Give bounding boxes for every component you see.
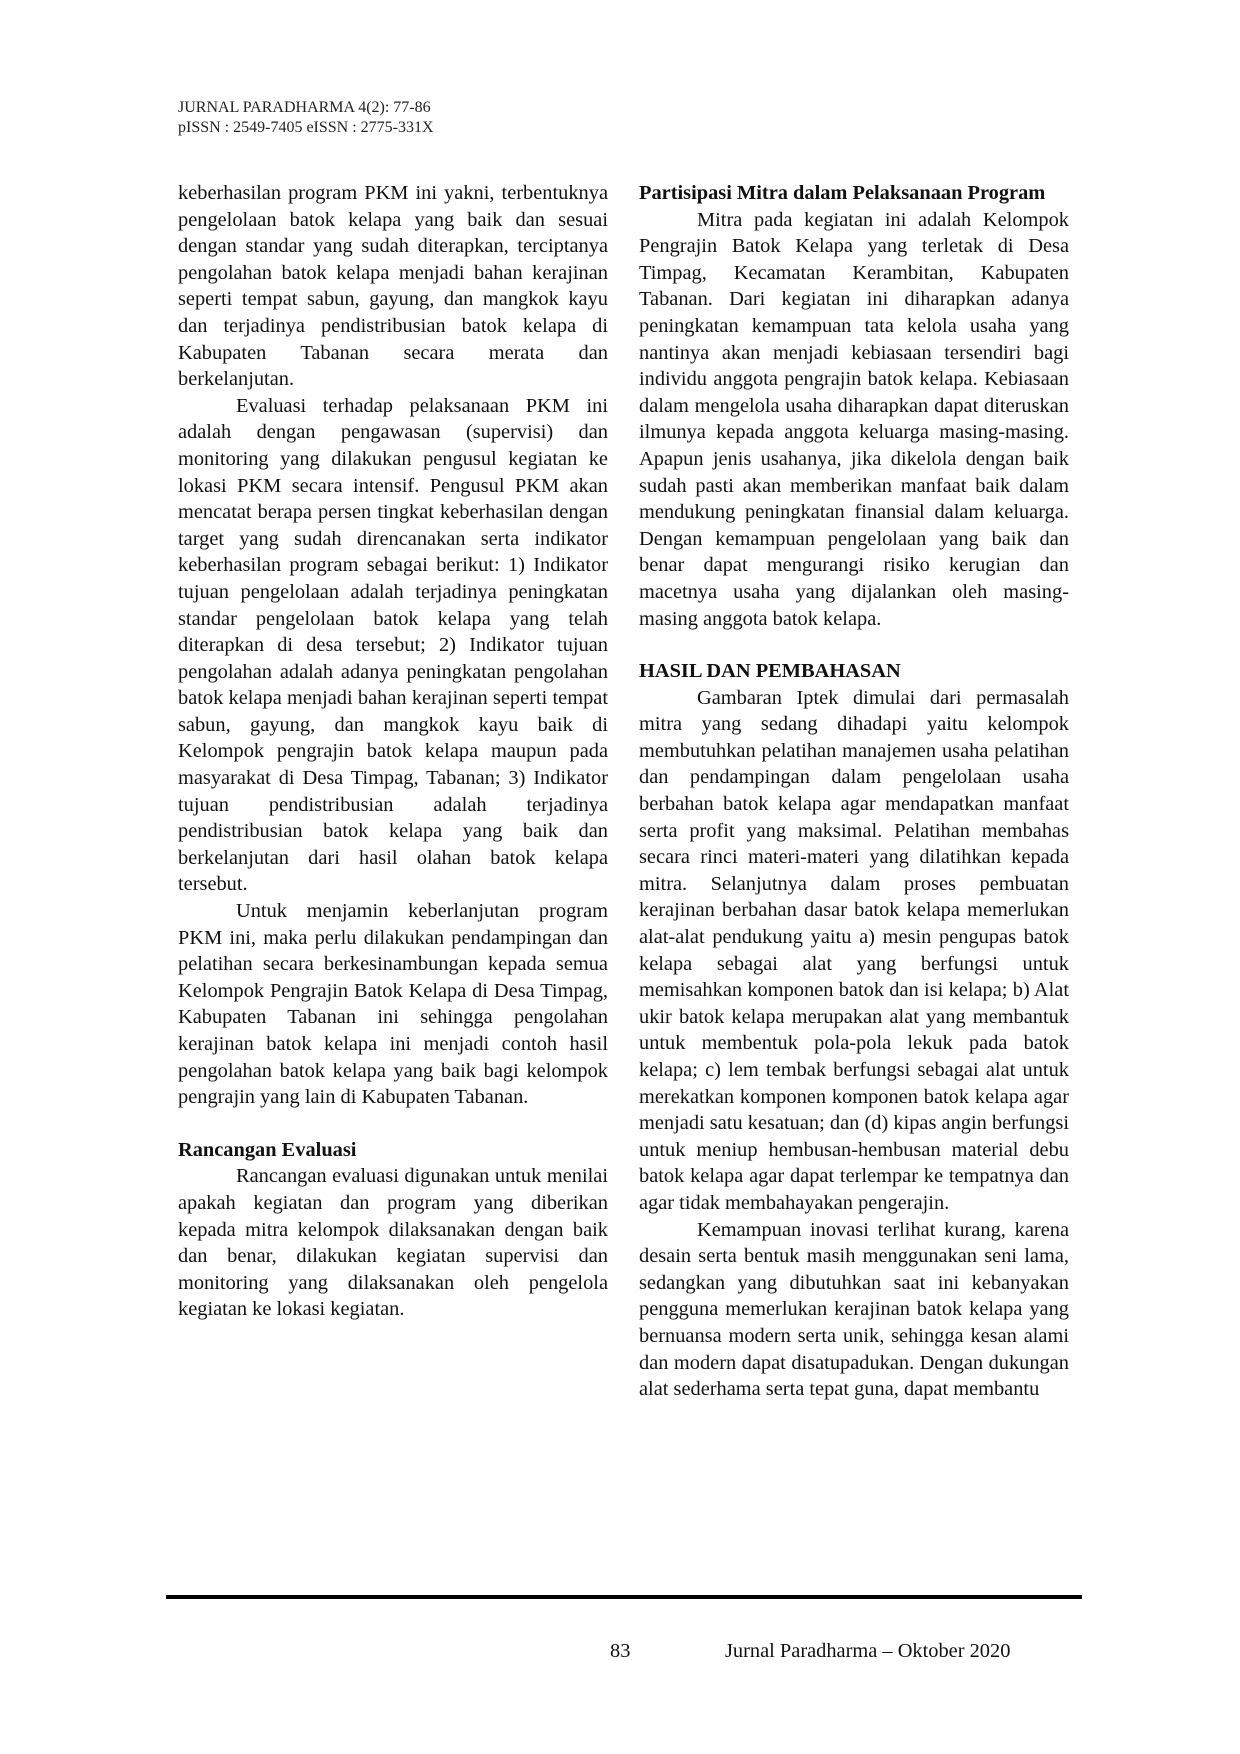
- section-heading-hasil-pembahasan: HASIL DAN PEMBAHASAN: [639, 660, 901, 683]
- page-number: 83: [610, 1640, 631, 1662]
- paragraph-mitra: Mitra pada kegiatan ini adalah Kelompok Pengrajin Batok Kelapa yang terletak di Desa Timpag, Kecamatan Kerambitan, Kabupaten Tabanan. Dari kegiatan ini diharapkan adanya peningkatan kemampuan tata kelola usaha yang nantinya akan menjadi kebiasaan tersendiri bagi individu anggota pengrajin batok kelapa. Kebiasaan dalam mengelola usaha diharapkan dapat diteruskan ilmunya kepada anggota keluarga masing-masing. Apapun jenis usahanya, jika dikelola dengan baik sudah pasti akan memberikan manfaat baik dalam mendukung peningkatan finansial dalam keluarga. Dengan kemampuan pengelolaan yang baik dan benar dapat mengurangi risiko kerugian dan macetnya usaha yang dijalankan oleh masing-masing anggota batok kelapa.: [639, 208, 1069, 630]
- journal-footer: Jurnal Paradharma – Oktober 2020: [725, 1640, 1011, 1662]
- left-column: [178, 180, 608, 1323]
- paragraph-rancangan: Rancangan evaluasi digunakan untuk menilai apakah kegiatan dan program yang diberikan kepada mitra kelompok dilaksanakan dengan baik dan benar, dilakukan kegiatan supervisi dan monitoring yang dilaksanakan oleh pengelola kegiatan ke lokasi kegiatan.: [178, 1165, 608, 1321]
- section-heading-rancangan-evaluasi: Rancangan Evaluasi: [178, 1138, 357, 1161]
- right-column: [639, 180, 1069, 1403]
- issn-line: pISSN : 2549-7405 eISSN : 2775-331X: [178, 119, 434, 136]
- paragraph-evaluasi: Evaluasi terhadap pelaksanaan PKM ini adalah dengan pengawasan (supervisi) dan monitoring yang dilakukan pengusul kegiatan ke lokasi PKM secara intensif. Pengusul PKM akan mencatat berapa persen tingkat keberhasilan dengan target yang sudah direncanakan serta indikator keberhasilan program sebagai berikut: 1) Indikator tujuan pengelolaan adalah terjadinya peningkatan standar pengelolaan batok kelapa yang telah diterapkan di desa tersebut; 2) Indikator tujuan pengolahan adalah adanya peningkatan pengolahan batok kelapa menjadi bahan kerajinan seperti tempat sabun, gayung, dan mangkok kayu baik di Kelompok pengrajin batok kelapa maupun pada masyarakat di Desa Timpag, Tabanan; 3) Indikator tujuan pendistribusian adalah terjadinya pendistribusian batok kelapa yang baik dan berkelanjutan dari hasil olahan batok kelapa tersebut.: [178, 394, 608, 896]
- paragraph-keberlanjutan: Untuk menjamin keberlanjutan program PKM ini, maka perlu dilakukan pendampingan dan pelatihan secara berkesinambungan kepada semua Kelompok Pengrajin Batok Kelapa di Desa Timpag, Kabupaten Tabanan ini sehingga pengolahan kerajinan batok kelapa ini menjadi contoh hasil pengolahan batok kelapa yang baik bagi kelompok pengrajin yang lain di Kabupaten Tabanan.: [178, 900, 608, 1109]
- paragraph-inovasi: Kemampuan inovasi terlihat kurang, karena desain serta bentuk masih menggunakan seni lama, sedangkan yang dibutuhkan saat ini kebanyakan pengguna memerlukan kerajinan batok kelapa yang bernuansa modern serta unik, sehingga kesan alami dan modern dapat disatupadukan. Dengan dukungan alat sederhama serta tepat guna, dapat membantu: [639, 1218, 1069, 1401]
- journal-title-line: JURNAL PARADHARMA 4(2): 77-86: [178, 99, 431, 116]
- section-heading-partisipasi-mitra: Partisipasi Mitra dalam Pelaksanaan Program: [639, 182, 1046, 204]
- paragraph-gambaran: Gambaran Iptek dimulai dari permasalah mitra yang sedang dihadapi yaitu kelompok membutuhkan pelatihan manajemen usaha pelatihan dan pendampingan dalam pengelolaan usaha berbahan batok kelapa agar mendapatkan manfaat serta profit yang maksimal. Pelatihan membahas secara rinci materi-materi yang dilatihkan kepada mitra. Selanjutnya dalam proses pembuatan kerajinan berbahan dasar batok kelapa memerlukan alat-alat pendukung yaitu a) mesin pengupas batok kelapa sebagai alat yang berfungsi untuk memisahkan komponen batok dan isi kelapa; b) Alat ukir batok kelapa merupakan alat yang membantuk untuk membentuk pola-pola lekuk pada batok kelapa; c) lem tembak berfungsi sebagai alat untuk merekatkan komponen komponen batok kelapa agar menjadi satu kesatuan; dan (d) kipas angin berfungsi untuk meniup hembusan-hembusan material debu batok kelapa agar dapat terlempar ke tempatnya dan agar tidak membahayakan pengerajin.: [639, 686, 1069, 1214]
- running-header: [178, 98, 434, 138]
- section-gap: [639, 632, 1069, 658]
- footer-rule: [166, 1595, 1082, 1599]
- section-gap: [178, 1111, 608, 1137]
- paragraph-continued: keberhasilan program PKM ini yakni, terbentuknya pengelolaan batok kelapa yang baik dan sesuai dengan standar yang sudah diterapkan, terciptanya pengolahan batok kelapa menjadi bahan kerajinan seperti tempat sabun, gayung, dan mangkok kayu dan terjadinya pendistribusian batok kelapa di Kabupaten Tabanan secara merata dan berkelanjutan.: [178, 182, 608, 391]
